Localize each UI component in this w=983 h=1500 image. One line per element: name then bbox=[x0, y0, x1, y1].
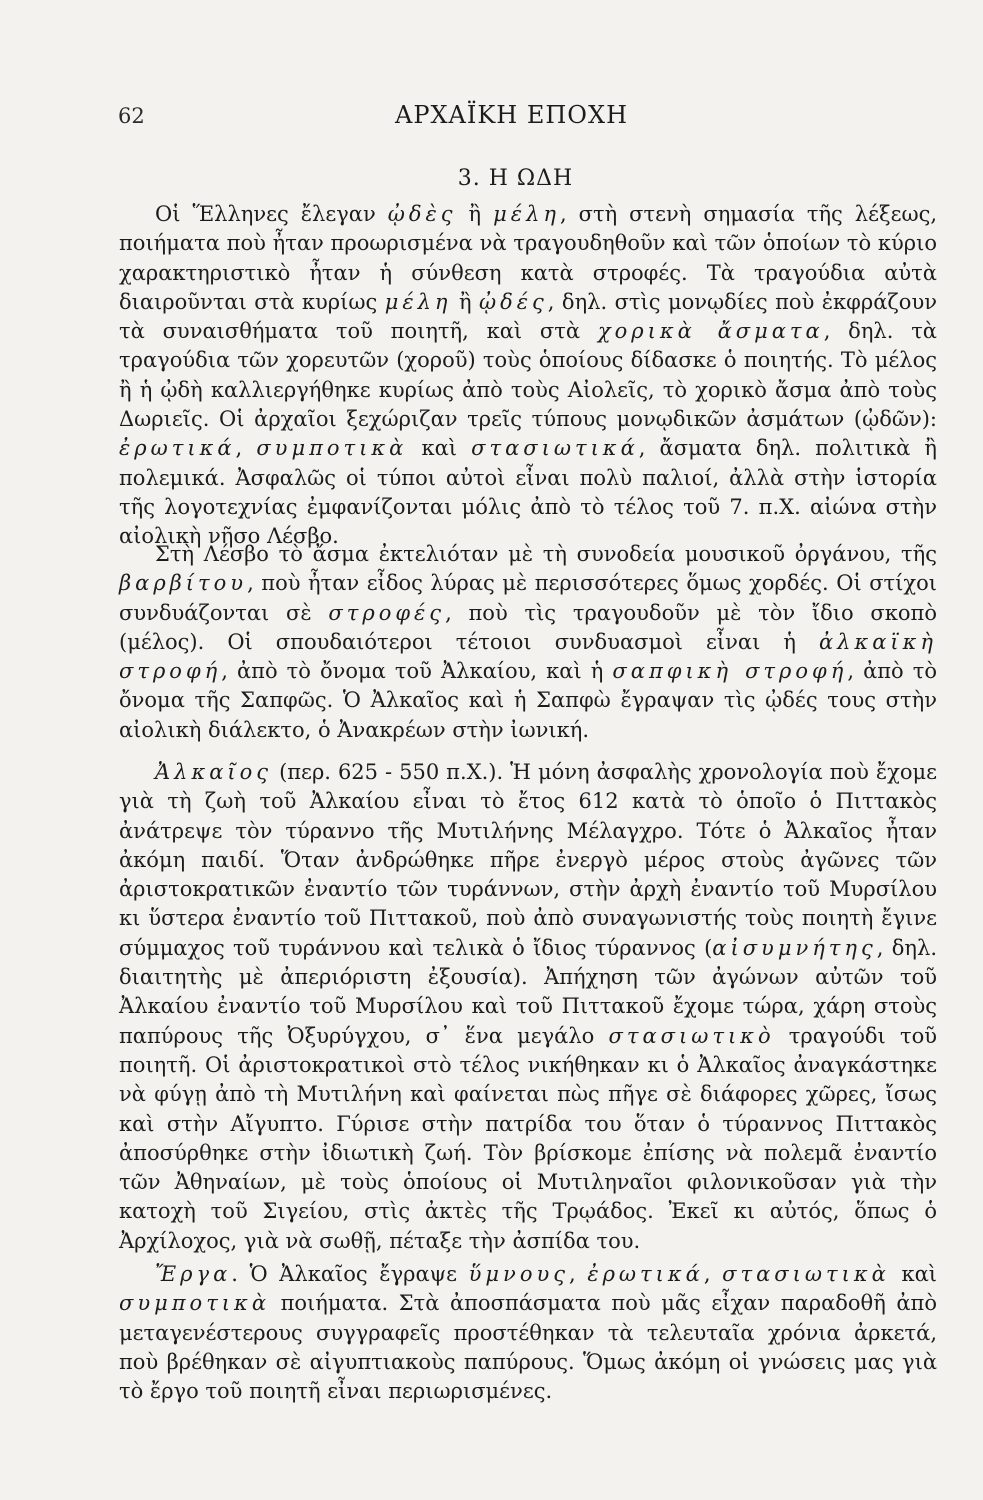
text-run: , δηλ. τὰ τραγούδια τῶν χορευτῶν (χοροῦ) τοὺς ὁποίους δίδασκε ὁ ποιητής. Τὸ μέλος ἢ ἡ ᾠδὴ καλλιεργήθηκε κυρίως ἀπὸ τοὺς Αἰολεῖς, τὸ χορικὸ ἄσμα ἀπὸ τοὺς Δωριεῖς. Οἱ ἀρχαῖοι ξεχώριζαν τρεῖς τύπους μονῳδικῶν ἀσμάτων (ᾠδῶν): bbox=[119, 319, 937, 432]
text-run: , δηλ. στὶς μονῳδίες ποὺ ἐκφράζουν τὰ συναισθήματα τοῦ ποιητῆ, καὶ στὰ bbox=[119, 289, 937, 344]
text-run: . Ὁ Ἀλκαῖος ἔγραψε bbox=[231, 1262, 469, 1286]
text-run: , ποὺ ἦταν εἶδος λύρας μὲ περισσότερες ὅμως χορδές. Οἱ στίχοι συνδυάζονται σὲ bbox=[119, 571, 937, 625]
text-run: , bbox=[569, 1262, 588, 1286]
text-run: , ἀπὸ τὸ ὄνομα τῆς Σαπφῶς. Ὁ Ἀλκαῖος καὶ ἡ Σαπφὼ ἔγραψαν τὶς ᾠδές τους στὴν αἰολικὴ διάλεκτο, ὁ Ἀνακρέων στὴν ἰωνική. bbox=[119, 659, 938, 742]
emphasized-term: ἀλκαϊκὴ στροφή bbox=[119, 629, 937, 684]
emphasized-term: μέλη bbox=[384, 289, 452, 314]
paragraph-text bbox=[119, 200, 937, 552]
paragraph-odes-definition bbox=[119, 200, 937, 552]
emphasized-term: στροφές bbox=[328, 600, 446, 625]
paragraph-lesbos bbox=[119, 540, 937, 745]
text-run: Οἱ Ἕλληνες ἔλεγαν bbox=[155, 202, 388, 226]
text-run: , δηλ. διαιτητὴς μὲ ἀπεριόριστη ἐξουσία). Ἀπήχηση τῶν ἀγώνων αὐτῶν τοῦ Ἀλκαίου ἐναντίο τοῦ Μυρσίλου καὶ τοῦ Πιττακοῦ ἔχομε τώρα, χάρη στοὺς παπύρους τῆς Ὀξυρύγχου, σ᾿ ἕνα μεγάλο bbox=[119, 935, 937, 1048]
emphasized-term: αἰσυμνήτης bbox=[712, 935, 877, 960]
emphasized-term: ἐρωτικά bbox=[587, 1262, 704, 1286]
paragraph-text bbox=[119, 540, 937, 745]
text-run: , στὴ στενὴ σημασία τῆς λέξεως, ποιήματα ποὺ ἦταν προωρισμένα νὰ τραγουδηθοῦν καὶ τῶν ὁποίων τὸ κύριο χαρακτηριστικὸ ἦταν ἡ σύνθεση κατὰ στροφές. Τὰ τραγούδια αὐτὰ διαιροῦνται στὰ κυρίως bbox=[119, 202, 938, 314]
running-head: ΑΡΧΑΪΚΗ ΕΠΟΧΗ bbox=[394, 101, 628, 129]
text-run: ποιήματα. Στὰ ἀποσπάσματα ποὺ μᾶς εἶχαν παραδοθῆ ἀπὸ μεταγενέστερους συγγραφεῖς προστέθηκαν τὰ τελευταῖα χρόνια ἀρκετά, ποὺ βρέθηκαν σὲ αἰγυπτιακοὺς παπύρους. Ὅμως ἀκόμη οἱ γνώσεις μας γιὰ τὸ ἔργο τοῦ ποιητῆ εἶναι περιωρισμένες. bbox=[119, 1291, 937, 1404]
emphasized-term: στασιωτικά bbox=[471, 436, 639, 461]
text-run: Στὴ Λέσβο τὸ ἄσμα ἐκτελιόταν μὲ τὴ συνοδεία μουσικοῦ ὀργάνου, τῆς bbox=[155, 542, 937, 566]
text-run: ἢ bbox=[451, 289, 479, 314]
emphasized-term: ᾠδὲς bbox=[387, 202, 457, 226]
text-run: (περ. 625 - 550 π.Χ.). Ἡ μόνη ἀσφαλὴς χρονολογία ποὺ ἔχομε γιὰ τὴ ζωὴ τοῦ Ἀλκαίου εἶναι τὸ ἔτος 612 κατὰ τὸ ὁποῖο ὁ Πιττακὸς ἀνάτρεψε τὸν τύραννο τῆς Μυτιλήνης Μέλαγχρο. Τότε ὁ Ἀλκαῖος ἦταν ἀκόμη παιδί. Ὅταν ἀνδρώθηκε πῆρε ἐνεργὸ μέρος στοὺς ἀγῶνες τῶν ἀριστοκρατικῶν ἐναντίο τῶν τυράννων, στὴν ἀρχὴ ἐναντίο τοῦ Μυρσίλου κι ὕστερα ἐναντίο τοῦ Πιττακοῦ, ποὺ ἀπὸ συναγωνιστής τοὺς ποιητὴ ἔγινε σύμμαχος τοῦ τυράννου καὶ τελικὰ ὁ ἴδιος τύραννος ( bbox=[119, 760, 937, 960]
text-run: , bbox=[235, 436, 257, 461]
emphasized-term: ᾠδές bbox=[478, 289, 548, 314]
emphasized-term: ἐρωτικά bbox=[119, 436, 236, 461]
text-run: καὶ bbox=[407, 436, 472, 461]
text-run: ἢ bbox=[456, 202, 494, 226]
text-run: , ἀπὸ τὸ ὄνομα τοῦ Ἀλκαίου, καὶ ἡ bbox=[221, 659, 613, 684]
emphasized-term: συμποτικὰ bbox=[119, 1291, 270, 1316]
text-run: , bbox=[703, 1262, 723, 1286]
paragraph-alcaeus-works bbox=[119, 1260, 937, 1406]
emphasized-term: χορικὰ ἄσματα bbox=[597, 319, 824, 344]
text-run: , ποὺ τὶς τραγουδοῦν μὲ τὸν ἴδιο σκοπὸ (μέλος). Οἱ σπουδαιότεροι τέτοιοι συνδυασμοὶ εἶναι ἡ bbox=[119, 600, 937, 654]
text-run: καὶ bbox=[889, 1262, 937, 1286]
emphasized-term: συμποτικὰ bbox=[256, 436, 408, 461]
emphasized-term: στασιωτικὸ bbox=[608, 1023, 775, 1048]
section-title: 3. Η ΩΔΗ bbox=[457, 166, 574, 191]
emphasized-term: βαρβίτου bbox=[119, 571, 248, 596]
emphasized-term: ὕμνους bbox=[468, 1262, 569, 1286]
emphasized-term: μέλη bbox=[493, 202, 560, 226]
emphasized-term: Ἔργα bbox=[155, 1262, 232, 1286]
text-run: τραγούδι τοῦ ποιητῆ. Οἱ ἀριστοκρατικοὶ στὸ τέλος νικήθηκαν κι ὁ Ἀλκαῖος ἀναγκάστηκε νὰ φύγῃ ἀπὸ τὴ Μυτιλήνη καὶ φαίνεται πὼς πῆγε σὲ διάφορες χῶρες, ἴσως καὶ στὴν Αἴγυπτο. Γύρισε στὴν πατρίδα του ὅταν ὁ τύραννος Πιττακὸς ἀποσύρθηκε στὴν ἰδιωτικὴ ζωή. Τὸν βρίσκομε ἐπίσης νὰ πολεμᾶ ἐναντίο τῶν Ἀθηναίων, μὲ τοὺς ὁποίους οἱ Μυτιληναῖοι φιλονικοῦσαν γιὰ τὴν κατοχὴ τοῦ Σιγείου, στὶς ἀκτὲς τῆς Τρῳάδος. Ἐκεῖ κι αὐτός, ὅπως ὁ Ἀρχίλοχος, γιὰ νὰ σωθῇ, πέταξε τὴν ἀσπίδα του. bbox=[119, 1023, 937, 1253]
paragraph-text bbox=[119, 1260, 937, 1406]
text-run: , ἄσματα δηλ. πολιτικὰ ἢ πολεμικά. Ἀσφαλῶς οἱ τύποι αὐτοὶ εἶναι πολὺ παλιοί, ἀλλὰ στὴν ἱστορία τῆς λογοτεχνίας ἐμφανίζονται μόλις ἀπὸ τὸ τέλος τοῦ 7. π.Χ. αἰώνα στὴν αἰολικὴ νῆσο Λέσβο. bbox=[119, 436, 937, 549]
paragraph-text bbox=[119, 758, 937, 1256]
emphasized-term: σαπφικὴ στροφή bbox=[612, 659, 848, 684]
paragraph-alcaeus-life bbox=[119, 758, 937, 1256]
emphasized-term: Ἀλκαῖος bbox=[155, 760, 273, 784]
page-number: 62 bbox=[118, 104, 145, 128]
emphasized-term: στασιωτικὰ bbox=[722, 1262, 890, 1286]
